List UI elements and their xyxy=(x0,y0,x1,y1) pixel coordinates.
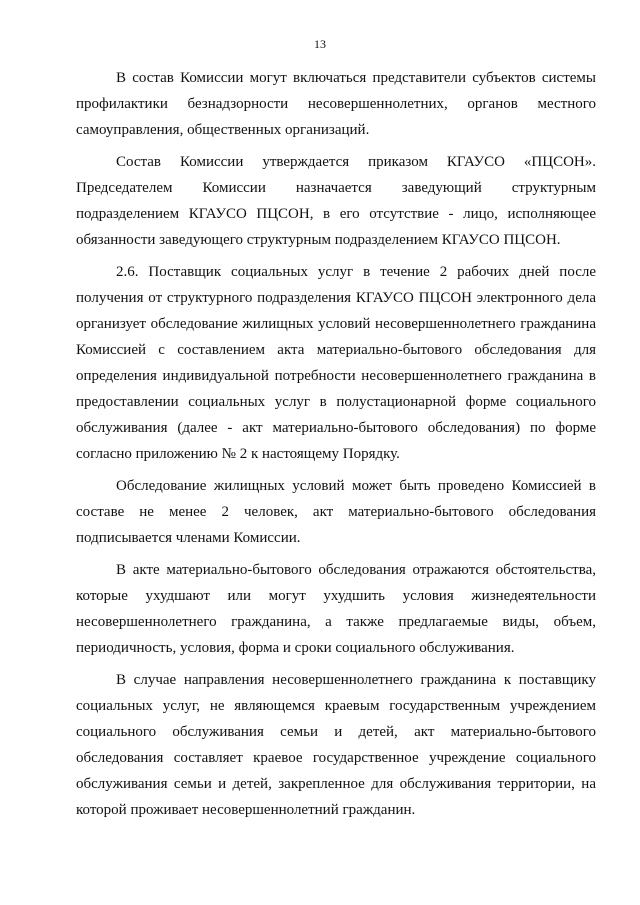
paragraph-commission-composition: Состав Комиссии утверждается приказом КГАУСО «ПЦСОН». Председателем Комиссии назначается заведующий структурным подразделением КГАУСО ПЦСОН, в его отсутствие - лицо, исполняющее обязанности заведующего структурным подразделением КГАУСО ПЦСОН. xyxy=(76,154,596,248)
document-body xyxy=(76,65,596,823)
paragraph-commission-members: В состав Комиссии могут включаться представители субъектов системы профилактики безнадзорности несовершеннолетних, органов местного самоуправления, общественных организаций. xyxy=(76,70,596,138)
paragraph-inspection-conditions: Обследование жилищных условий может быть проведено Комиссией в составе не менее 2 человек, акт материально-бытового обследования подписывается членами Комиссии. xyxy=(76,478,596,546)
page-number: 13 xyxy=(314,37,326,51)
paragraph-non-state-provider: В случае направления несовершеннолетнего гражданина к поставщику социальных услуг, не являющемся краевым государственным учреждением социального обслуживания семьи и детей, акт материально-бытового обследования составляет краевое государственное учреждение социального обслуживания семьи и детей, закрепленное для обслуживания территории, на которой проживает несовершеннолетний гражданин. xyxy=(76,672,596,818)
paragraph-inspection-act-content: В акте материально-бытового обследования отражаются обстоятельства, которые ухудшают или могут ухудшить условия жизнедеятельности несовершеннолетнего гражданина, а также предлагаемые виды, объем, периодичность, условия, форма и сроки социального обслуживания. xyxy=(76,562,596,656)
paragraph-section-2-6: 2.6. Поставщик социальных услуг в течение 2 рабочих дней после получения от структурного подразделения КГАУСО ПЦСОН электронного дела организует обследование жилищных условий несовершеннолетнего гражданина Комиссией с составлением акта материально-бытового обследования для определения индивидуальной потребности несовершеннолетнего гражданина в предоставлении социальных услуг в полустационарной форме социального обслуживания (далее - акт материально-бытового обследования) по форме согласно приложению № 2 к настоящему Порядку. xyxy=(76,264,596,462)
